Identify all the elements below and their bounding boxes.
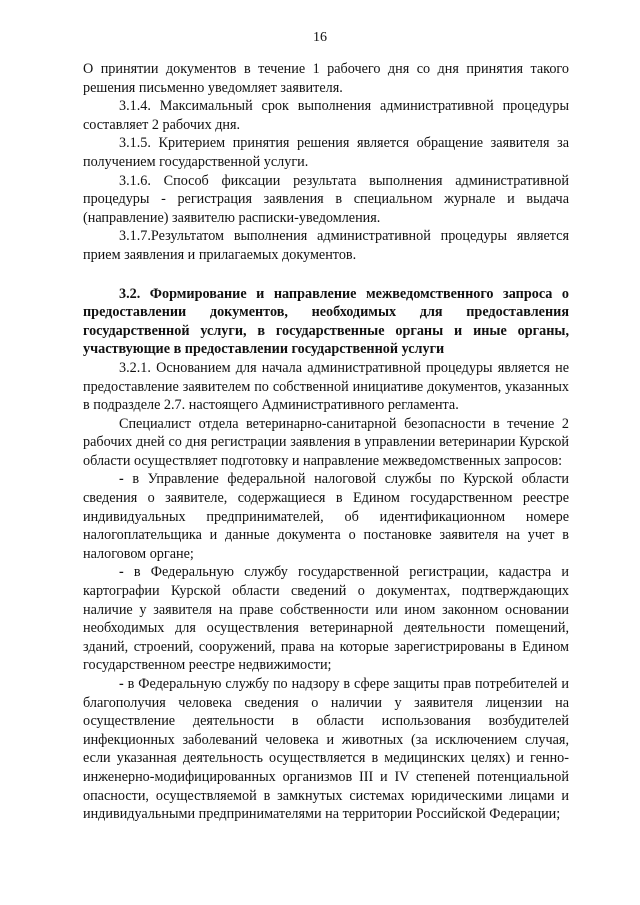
document-body bbox=[83, 60, 569, 824]
list-item-text: в Федеральную службу государственной регистрации, кадастра и картографии Курской области сведений о документах, подтверждающих наличие у заявителя на праве собственности или ином законном основании необходимых для осуществления ветеринарной деятельности помещений, зданий, строений, сооружений, права на которые зарегистрированы в Едином государственном реестре недвижимости; bbox=[83, 564, 569, 674]
list-item bbox=[83, 675, 569, 824]
list-item bbox=[83, 470, 569, 563]
list-item-text: в Федеральную службу по надзору в сфере защиты прав потребителей и благополучия человека сведения о наличии у заявителя лицензии на осуществление деятельности в области использования возбудителей инфекционных заболеваний человека и животных (за исключением случая, если указанная деятельность осуществляется в медицинских целях) и генно-инженерно-модифицированных организмов III и IV степеней потенциальной опасности, осуществляемой в замкнутых системах юридическими лицами и индивидуальными предпринимателями на территории Российской Федерации; bbox=[83, 676, 569, 823]
paragraph-3-1-7: 3.1.7.Результатом выполнения административной процедуры является прием заявления и прилагаемых документов. bbox=[83, 228, 569, 263]
paragraph-3-1-4: 3.1.4. Максимальный срок выполнения административной процедуры составляет 2 рабочих дня. bbox=[83, 98, 569, 133]
paragraph-3-1-6: 3.1.6. Способ фиксации результата выполнения административной процедуры - регистрация заявления в специальном журнале и выдача (направление) заявителю расписки-уведомления. bbox=[83, 172, 569, 226]
paragraph-3-2-1: 3.2.1. Основанием для начала административной процедуры является не предоставление заявителем по собственной инициативе документов, указанных в подразделе 2.7. настоящего Административного регламента. bbox=[83, 359, 569, 414]
bullet-mark: - bbox=[119, 471, 124, 488]
page-number: 16 bbox=[313, 30, 327, 45]
list-item bbox=[83, 563, 569, 675]
list-item-text: в Управление федеральной налоговой службы по Курской области сведения о заявителе, содержащиеся в Едином государственном реестре индивидуальных предпринимателей, об идентификационном номере налогоплательщика и данные документа о постановке заявителя на учет в налоговом органе; bbox=[83, 471, 569, 562]
bullet-mark: - bbox=[119, 676, 124, 692]
paragraph-continuation: О принятии документов в течение 1 рабочего дня со дня принятия такого решения письменно уведомляет заявителя. bbox=[83, 61, 569, 96]
paragraph-specialist: Специалист отдела ветеринарно-санитарной безопасности в течение 2 рабочих дней со дня регистрации заявления в управлении ветеринарии Курской области осуществляет подготовку и направление межведомственных запросов: bbox=[83, 415, 569, 469]
bullet-mark: - bbox=[119, 564, 124, 581]
section-heading-3-2: 3.2. Формирование и направление межведомственного запроса о предоставлении документов, необходимых для предоставления государственной услуги, в государственные органы и иные органы, участвующие в предоставлении государственной услуги bbox=[83, 285, 569, 358]
paragraph-3-1-5: 3.1.5. Критерием принятия решения является обращение заявителя за получением государственной услуги. bbox=[83, 135, 569, 170]
